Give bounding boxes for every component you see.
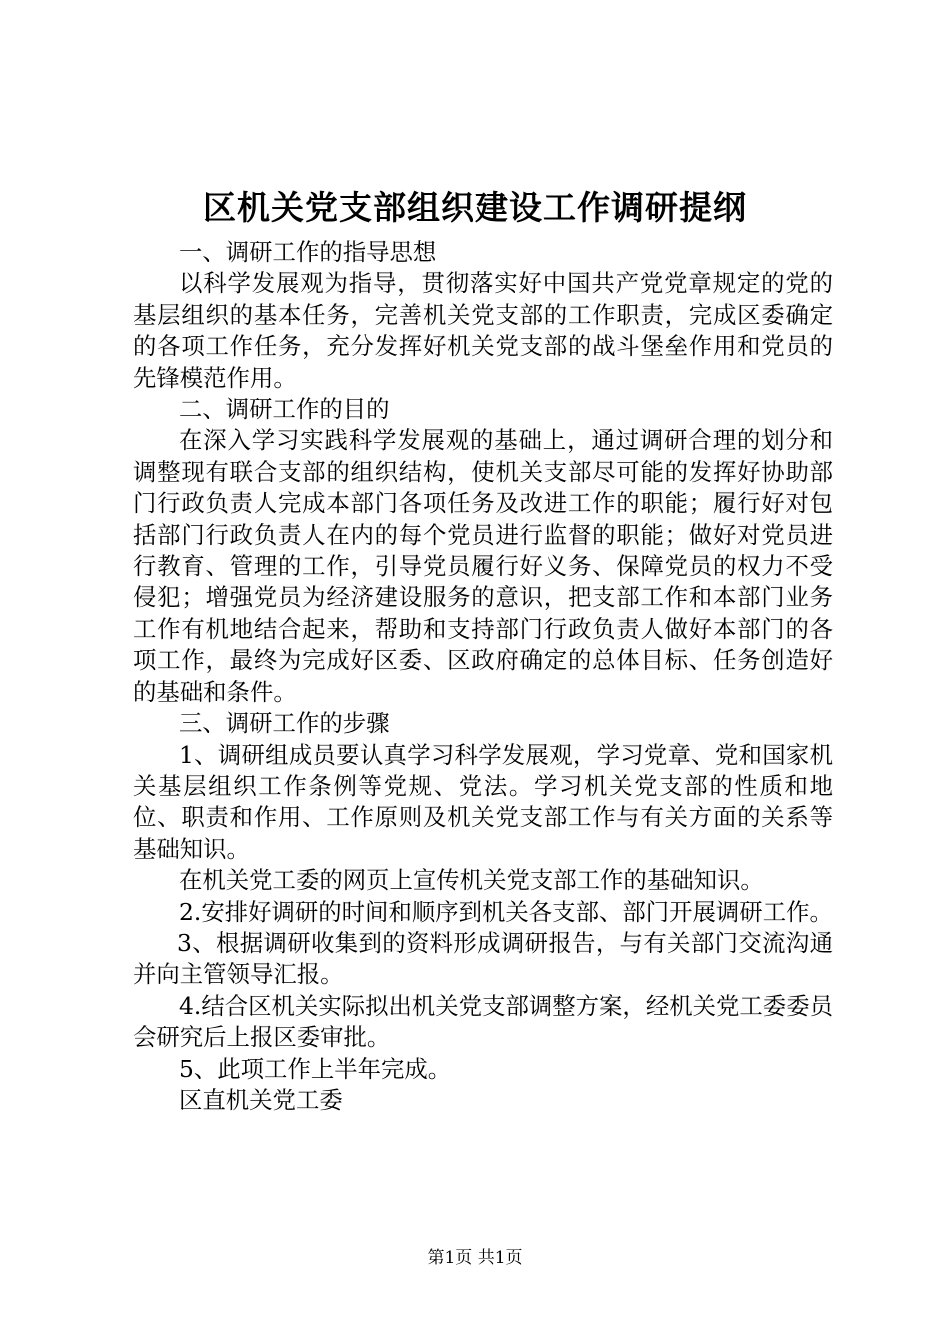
signature-organization: 区直机关党工委 [179,1085,343,1114]
section-heading-steps: 三、调研工作的步骤 [179,709,390,738]
section-heading-purpose: 二、调研工作的目的 [179,395,390,424]
section-heading-guiding-thought: 一、调研工作的指导思想 [179,238,437,266]
paragraph-guiding-thought: 以科学发展观为指导，贯彻落实好中国共产党党章规定的党的基层组织的基本任务，完善机关党支部的工作职责，完成区委确定的各项工作任务，充分发挥好机关党支部的战斗堡垒作用和党员的先锋模范作用。 [133,269,833,392]
document-body [133,237,833,1116]
paragraph-purpose: 在深入学习实践科学发展观的基础上，通过调研合理的划分和调整现有联合支部的组织结构，使机关支部尽可能的发挥好协助部门行政负责人完成本部门各项任务及改进工作的职能；履行好对包括部门行政负责人在内的每个党员进行监督的职能；做好对党员进行教育、管理的工作，引导党员履行好义务、保障党员的权力不受侵犯；增强党员为经济建设服务的意识，把支部工作和本部门业务工作有机地结合起来，帮助和支持部门行政负责人做好本部门的各项工作，最终为完成好区委、区政府确定的总体目标、任务创造好的基础和条件。 [133,426,833,706]
paragraph-step-1-note: 在机关党工委的网页上宣传机关党支部工作的基础知识。 [179,866,764,895]
page-footer: 第1页 共1页 [427,1248,523,1268]
document-title: 区机关党支部组织建设工作调研提纲 [203,188,747,227]
paragraph-step-5: 5、此项工作上半年完成。 [179,1054,452,1083]
paragraph-step-1: 1、调研组成员要认真学习科学发展观，学习党章、党和国家机关基层组织工作条例等党规、党法。学习机关党支部的性质和地位、职责和作用、工作原则及机关党支部工作与有关方面的关系等基础知识。 [133,740,833,863]
paragraph-step-3: 3、根据调研收集到的资料形成调研报告，与有关部门交流沟通并向主管领导汇报。 [133,928,833,989]
paragraph-step-2: 2.安排好调研的时间和顺序到机关各支部、部门开展调研工作。 [179,897,833,926]
paragraph-step-4: 4.结合区机关实际拟出机关党支部调整方案，经机关党工委委员会研究后上报区委审批。 [133,991,833,1052]
